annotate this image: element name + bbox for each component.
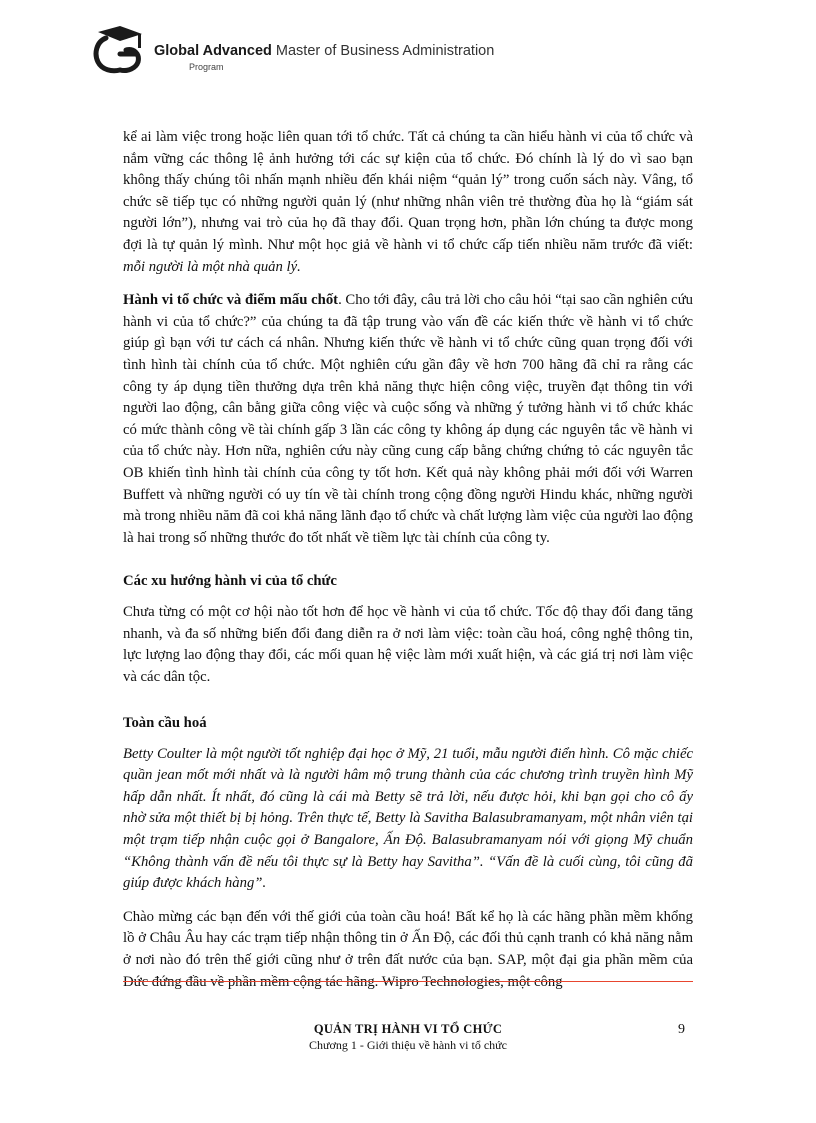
section-heading-globalization: Toàn cầu hoá	[123, 714, 207, 731]
paragraph-1-italic: mỗi người là một nhà quản lý.	[123, 258, 301, 275]
footer-divider	[123, 981, 693, 982]
paragraph-1	[123, 127, 693, 278]
paragraph-1-text: kể ai làm việc trong hoặc liên quan tới tổ chức. Tất cả chúng ta cần hiểu hành vi của tổ chức và nắm vững các thông lệ ảnh hưởng tới các sự kiện của tổ chức. Đó chính là lý do vì sao bạn không thấy chúng tôi nhấn mạnh nhiều đến khái niệm “quản lý” trong cuốn sách này. Vâng, tổ chức sẽ tiếp tục có những người quản lý (như những nhân viên trẻ thường đùa họ là “giám sát người lớn”), nhưng vai trò của họ đã thay đổi. Quan trọng hơn, phần lớn chúng ta được mong đợi là tự quản lý mình. Như một học giả về hành vi tổ chức cấp tiến nhiều năm trước đã viết:	[123, 129, 693, 253]
page-body	[123, 127, 693, 1005]
footer-chapter: Chương 1 - Giới thiệu về hành vi tổ chức	[309, 1038, 507, 1052]
section-heading-trends: Các xu hướng hành vi của tổ chức	[123, 573, 337, 590]
paragraph-2-text: . Cho tới đây, câu trả lời cho câu hỏi “tại sao cần nghiên cứu hành vi của tổ chức?” của chúng ta đã tập trung vào vấn đề các kiến thức về hành vi tổ chức giúp gì bạn với tư cách cá nhân. Nhưng kiến thức về hành vi tổ chức cũng quan trọng đối với tình hình tài chính của tổ chức. Một nghiên cứu gần đây về hơn 700 hãng đã chỉ ra rằng các công ty áp dụng tiền thưởng dựa trên khả năng thực hiện công việc, truyền đạt thông tin với người lao động, cân bằng giữa công việc và cuộc sống và những ý tưởng hành vi tổ chức khác có mức thành công về tài chính gấp 3 lần các công ty không áp dụng các nguyên tắc về hành vi của tổ chức này. Hơn nữa, nghiên cứu này cũng cung cấp bằng chứng chứng tỏ các nguyên tắc OB khiến tình hình tài chính của công ty tốt hơn. Kết quả này không phải mới đối với Warren Buffett và những người có uy tín về tài chính trong cộng đồng người Hindu khác, những người mà trong nhiều năm đã coi khả năng lãnh đạo tổ chức và chất lượng làm việc của người lao động là hai trong số những thước đo tốt nhất về tiềm lực tài chính của công ty.	[123, 292, 693, 546]
paragraph-2	[123, 290, 693, 549]
footer-book-title: QUẢN TRỊ HÀNH VI TỔ CHỨC	[313, 1022, 503, 1036]
paragraph-4: Chào mừng các bạn đến với thế giới của toàn cầu hoá! Bất kể họ là các hãng phần mềm khổng lồ ở Châu Âu hay các trạm tiếp nhận thông tin ở Ấn Độ, các đối thủ cạnh tranh có khả năng nằm ở nơi nào đó trên thế giới cũng như ở trên đất nước của bạn. SAP, một đại gia phần mềm của Đức đứng đầu về phần mềm cộng tác hãng. Wipro Technologies, một công	[123, 908, 693, 990]
brand-program-name: Master of Business Administration	[275, 43, 495, 59]
page-number: 9	[678, 1022, 685, 1037]
paragraph-3: Chưa từng có một cơ hội nào tốt hơn để học về hành vi của tổ chức. Tốc độ thay đổi đang tăng nhanh, và đa số những biến đổi đang diễn ra ở nơi làm việc: toàn cầu hoá, công nghệ thông tin, lực lượng lao động thay đổi, các mối quan hệ việc làm mới xuất hiện, và các giá trị nơi làm việc và các dân tộc.	[123, 604, 693, 686]
brand-name	[154, 43, 494, 59]
page-header	[90, 24, 590, 76]
graduation-cap-logo-icon	[90, 24, 148, 74]
paragraph-2-lead: Hành vi tổ chức và điểm mấu chốt	[123, 292, 339, 309]
brand-program-label: Program	[189, 62, 224, 72]
case-quote: Betty Coulter là một người tốt nghiệp đại học ở Mỹ, 21 tuổi, mẫu người điển hình. Cô mặc chiếc quần jean mốt mới nhất và là người hâm mộ trung thành của các chương trình truyền hình Mỹ hấp dẫn nhất. Ít nhất, đó cũng là cái mà Betty sẽ trả lời, nếu được hỏi, khi bạn gọi cho cô ấy nhờ sửa một thiết bị bị hỏng. Trên thực tế, Betty là Savitha Balasubramanyam, một nhân viên tại một trạm tiếp nhận cuộc gọi ở Bangalore, Ấn Độ. Balasubramanyam nói với giọng Mỹ chuẩn “Không thành vấn đề nếu tôi thực sự là Betty hay Savitha”. “Vấn đề là cuối cùng, tôi cũng đã giúp được khách hàng”.	[123, 745, 693, 892]
brand-bold: Global Advanced	[154, 43, 272, 59]
